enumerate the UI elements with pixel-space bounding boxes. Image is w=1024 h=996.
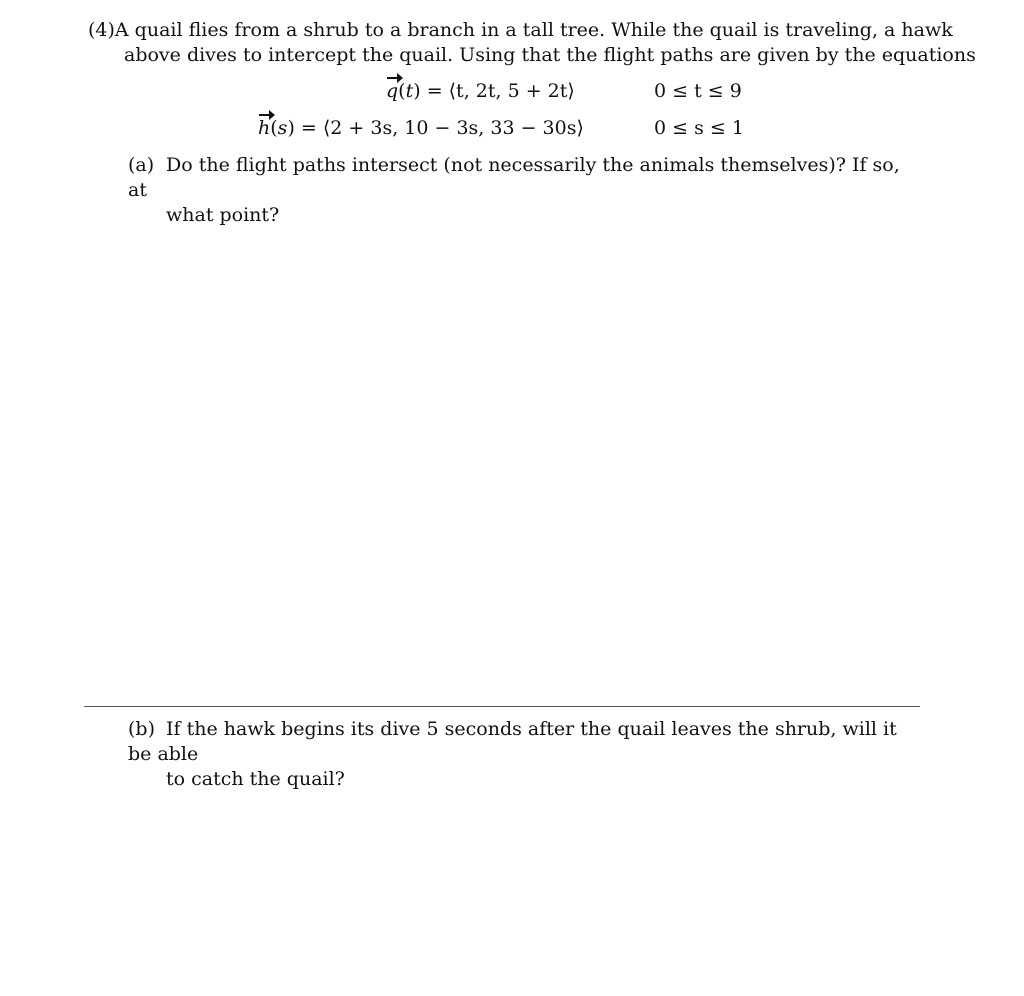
param-t: t <box>405 80 414 102</box>
equation-hawk-rhs: = ⟨2 + 3s, 10 − 3s, 33 − 30s⟩ <box>300 117 584 139</box>
part-a-text-2: what point? <box>166 204 280 226</box>
part-b-text-2: to catch the quail? <box>166 768 345 790</box>
param-s: s <box>277 117 288 139</box>
part-b-text-1: If the hawk begins its dive 5 seconds after the quail leaves the shrub, will it be able <box>128 718 897 765</box>
section-divider <box>84 706 920 707</box>
equation-hawk: h(s) = ⟨2 + 3s, 10 − 3s, 33 − 30s⟩ <box>258 117 584 139</box>
domain-hawk: 0 ≤ s ≤ 1 <box>654 117 744 139</box>
problem-number: (4) <box>88 19 115 41</box>
intro-line-2: above dives to intercept the quail. Using that the flight paths are given by the equations <box>124 44 976 66</box>
intro-line-1 <box>88 18 953 43</box>
vector-h-symbol: h <box>258 117 271 139</box>
domain-quail: 0 ≤ t ≤ 9 <box>654 80 742 102</box>
vector-q-symbol: q <box>386 80 399 102</box>
part-a-label: (a) <box>128 154 155 176</box>
part-b-label: (b) <box>128 718 155 740</box>
problem-statement <box>88 18 976 68</box>
part-b <box>128 717 920 792</box>
part-a-text-1: Do the flight paths intersect (not necessarily the animals themselves)? If so, at <box>128 154 900 201</box>
part-a <box>128 153 920 228</box>
intro-text-1: A quail flies from a shrub to a branch in a tall tree. While the quail is traveling, a hawk <box>114 19 953 41</box>
equation-quail: q(t) = ⟨t, 2t, 5 + 2t⟩ <box>386 80 575 102</box>
equation-quail-rhs: = ⟨t, 2t, 5 + 2t⟩ <box>426 80 575 102</box>
